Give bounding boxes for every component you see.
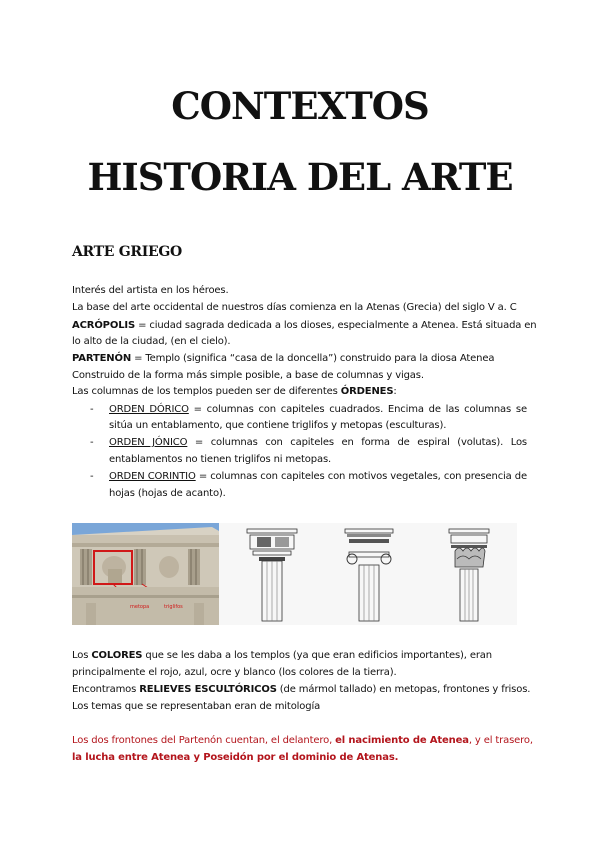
- triglifos-label: triglifos: [164, 604, 183, 610]
- order-corinthian-def: = columnas con capiteles con motivos vegetales, con presencia de: [195, 471, 527, 482]
- partenon-term: PARTENÓN: [72, 353, 132, 364]
- colores-pre: Los: [72, 650, 92, 661]
- acropolis-term: ACRÓPOLIS: [72, 320, 136, 331]
- acropolis-line-1: [72, 320, 537, 332]
- columnas-line: [72, 386, 532, 398]
- order-ionic-def: = columnas con capiteles en forma de espiral (volutas). Los: [187, 437, 527, 448]
- corinthian-column-drawing: [449, 529, 489, 621]
- bullet-ionic: -: [90, 437, 94, 448]
- paragraph-heroes: Interés del artista en los héroes.: [72, 285, 229, 296]
- parthenon-frieze-photo: [72, 523, 219, 625]
- order-ionic-line-1: [109, 437, 527, 449]
- order-corinthian-line-1: [109, 471, 527, 483]
- order-ionic-line-2: entablamentos no tienen triglifos ni metopas.: [109, 454, 332, 465]
- temas-line: Los temas que se representaban eran de mitología: [72, 701, 321, 712]
- order-doric-line-1: [109, 404, 527, 416]
- partenon-line: [72, 353, 532, 365]
- relieves-post: (de mármol tallado) en metopas, frontones y frisos.: [276, 684, 531, 695]
- order-doric-def: = columnas con capiteles cuadrados. Encima de las columnas se: [188, 404, 527, 415]
- frontones-c: , y el trasero,: [468, 735, 533, 746]
- order-doric-line-2: sitúa un entablamento, que contiene triglifos y metopas (esculturas).: [109, 420, 447, 431]
- columnas-colon: :: [393, 386, 397, 397]
- frontones-nacimiento: el nacimiento de Atenea: [335, 735, 469, 746]
- metopa-label: metopa: [130, 604, 150, 610]
- partenon-def: = Templo (significa “casa de la doncella”) construido para la diosa Atenea: [131, 353, 495, 364]
- order-doric-name: ORDEN DÓRICO: [109, 404, 189, 415]
- ionic-column-drawing: [345, 529, 393, 621]
- bullet-corinthian: -: [90, 471, 94, 482]
- doric-column-drawing: [247, 529, 297, 621]
- colores-line-1: [72, 650, 532, 662]
- order-corinthian-name: ORDEN CORINTIO: [109, 471, 196, 482]
- section-title: ARTE GRIEGO: [72, 244, 182, 260]
- order-ionic-name: ORDEN JÓNICO: [109, 437, 188, 448]
- frontones-line-1: [72, 735, 532, 747]
- page-title-line-2: HISTORIA DEL ARTE: [87, 155, 513, 199]
- acropolis-def: = ciudad sagrada dedicada a los dioses, especialmente a Atenea. Está situada en: [135, 320, 537, 331]
- construido-line: Construido de la forma más simple posible, a base de columnas y vigas.: [72, 370, 424, 381]
- colores-line-2: principalmente el rojo, azul, ocre y blanco (los colores de la tierra).: [72, 667, 397, 678]
- frontones-a: Los dos frontones del Partenón cuentan, el delantero,: [72, 735, 336, 746]
- columnas-text: Las columnas de los templos pueden ser de diferentes: [72, 386, 341, 397]
- paragraph-base: La base del arte occidental de nuestros días comienza en la Atenas (Grecia) del siglo V a. C: [72, 302, 517, 313]
- order-corinthian-line-2: hojas (hojas de acanto).: [109, 488, 226, 499]
- ordenes-term: ÓRDENES: [340, 386, 394, 397]
- bullet-doric: -: [90, 404, 94, 415]
- acropolis-line-2: lo alto de la ciudad, (en el cielo).: [72, 336, 231, 347]
- colores-term: COLORES: [91, 650, 143, 661]
- relieves-term: RELIEVES ESCULTÓRICOS: [139, 684, 277, 695]
- frontones-line-2: la lucha entre Atenea y Poseidón por el dominio de Atenas.: [72, 752, 399, 763]
- greek-orders-illustration: [219, 523, 517, 625]
- page-title-line-1: CONTEXTOS: [171, 84, 429, 128]
- colores-def: que se les daba a los templos (ya que eran edificios importantes), eran: [142, 650, 492, 661]
- relieves-pre: Encontramos: [72, 684, 140, 695]
- parthenon-frieze-illustration: [72, 523, 219, 625]
- relieves-line: [72, 684, 532, 696]
- greek-orders-drawing: [219, 523, 517, 625]
